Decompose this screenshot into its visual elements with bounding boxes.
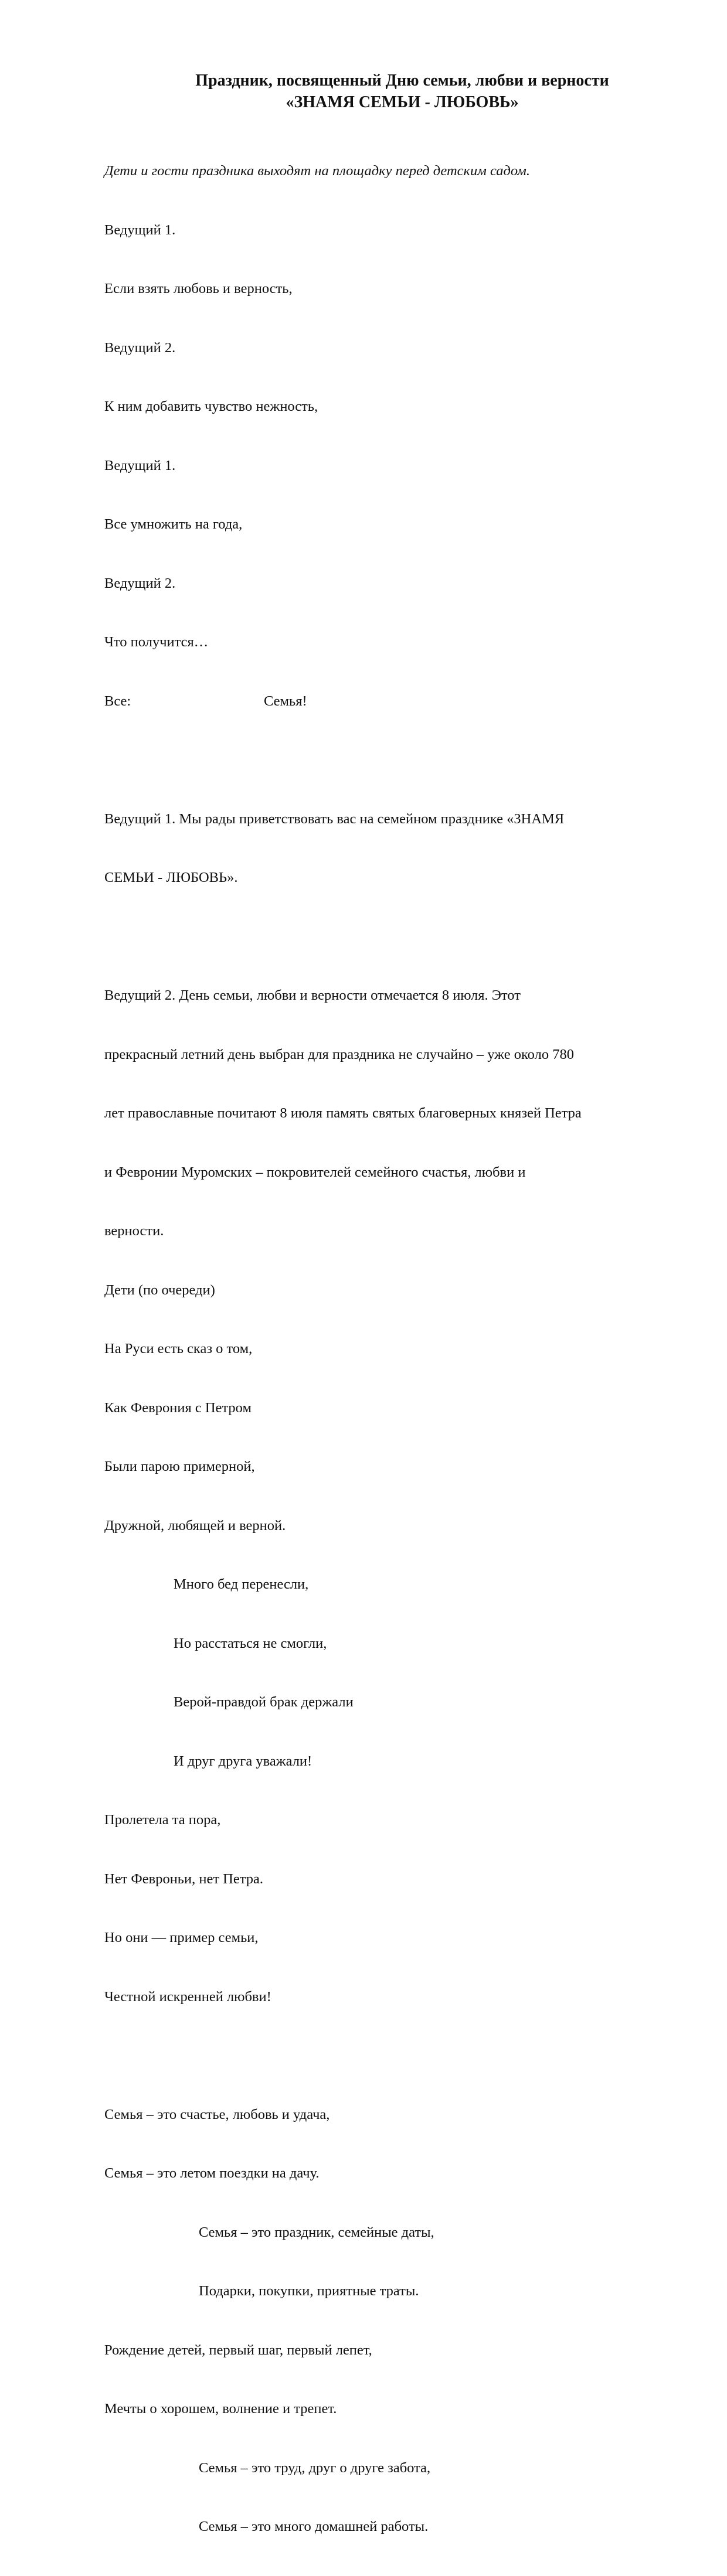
poem-line: Подарки, покупки, приятные траты. xyxy=(199,2283,419,2299)
all-reply-line xyxy=(104,691,691,711)
blank-line xyxy=(104,927,691,947)
blank-line xyxy=(104,2046,691,2066)
poem-line: Семья – это праздник, семейные даты, xyxy=(199,2224,434,2240)
poem-line: Семья – это труд, друг о друге забота, xyxy=(199,2459,431,2476)
dialogue-line: Ведущий 2. xyxy=(104,575,176,591)
poem-line: Мечты о хорошем, волнение и трепет. xyxy=(104,2401,337,2417)
host2-paragraph-line: Ведущий 2. День семьи, любви и верности отмечается 8 июля. Этот xyxy=(104,987,521,1003)
host2-paragraph-line: верности. xyxy=(104,1223,164,1239)
dialogue-line: Все умножить на года, xyxy=(104,516,243,532)
poem-line: Были парою примерной, xyxy=(104,1459,255,1474)
document-subtitle: «ЗНАМЯ СЕМЬИ - ЛЮБОВЬ» xyxy=(286,93,519,111)
children-label: Дети (по очереди) xyxy=(104,1282,215,1298)
poem-line: На Руси есть сказ о том, xyxy=(104,1341,253,1357)
poem-line: Нет Февроньи, нет Петра. xyxy=(104,1870,263,1887)
blank-line xyxy=(104,750,691,770)
dialogue-line: Ведущий 1. xyxy=(104,457,176,473)
host2-paragraph-line: и Февронии Муромских – покровителей семейного счастья, любви и xyxy=(104,1164,526,1180)
all-label: Все: xyxy=(104,693,131,709)
poem-line: И друг друга уважали! xyxy=(174,1753,312,1769)
dialogue-line: Ведущий 2. xyxy=(104,339,176,356)
document-body xyxy=(104,122,691,2576)
poem-line: Верой-правдой брак держали xyxy=(174,1694,354,1710)
poem-line: Семья – это счастье, любовь и удача, xyxy=(104,2106,330,2122)
dialogue-line: К ним добавить чувство нежность, xyxy=(104,398,318,414)
all-reply: Семья! xyxy=(264,693,307,709)
poem-line: Семья – это летом поездки на дачу. xyxy=(104,2165,320,2181)
poem-line: Пролетела та пора, xyxy=(104,1812,221,1828)
host1-paragraph-line: Ведущий 1. Мы рады приветствовать вас на семейном празднике «ЗНАМЯ xyxy=(104,810,565,827)
dialogue-line: Если взять любовь и верность, xyxy=(104,281,293,297)
document-title: Праздник, посвященный Дню семьи, любви и верности xyxy=(195,71,609,90)
dialogue-line: Ведущий 1. xyxy=(104,222,176,238)
stage-direction: Дети и гости праздника выходят на площадку перед детским садом. xyxy=(104,163,530,179)
poem-line: Дружной, любящей и верной. xyxy=(104,1517,286,1534)
dialogue-line: Что получится… xyxy=(104,634,209,650)
poem-line: Много бед перенесли, xyxy=(174,1576,309,1592)
poem-line: Но они — пример семьи, xyxy=(104,1930,259,1945)
poem-line: Семья – это много домашней работы. xyxy=(199,2519,429,2534)
poem-line: Честной искренней любви! xyxy=(104,1988,271,2005)
poem-line: Рождение детей, первый шаг, первый лепет, xyxy=(104,2342,372,2358)
host2-paragraph-line: лет православные почитают 8 июля память святых благоверных князей Петра xyxy=(104,1105,582,1121)
host1-paragraph-line: СЕМЬИ - ЛЮБОВЬ». xyxy=(104,870,238,885)
host2-paragraph-line: прекрасный летний день выбран для праздника не случайно – уже около 780 xyxy=(104,1046,574,1062)
poem-line: Но расстаться не смогли, xyxy=(174,1635,327,1651)
poem-line: Как Феврония с Петром xyxy=(104,1399,252,1416)
